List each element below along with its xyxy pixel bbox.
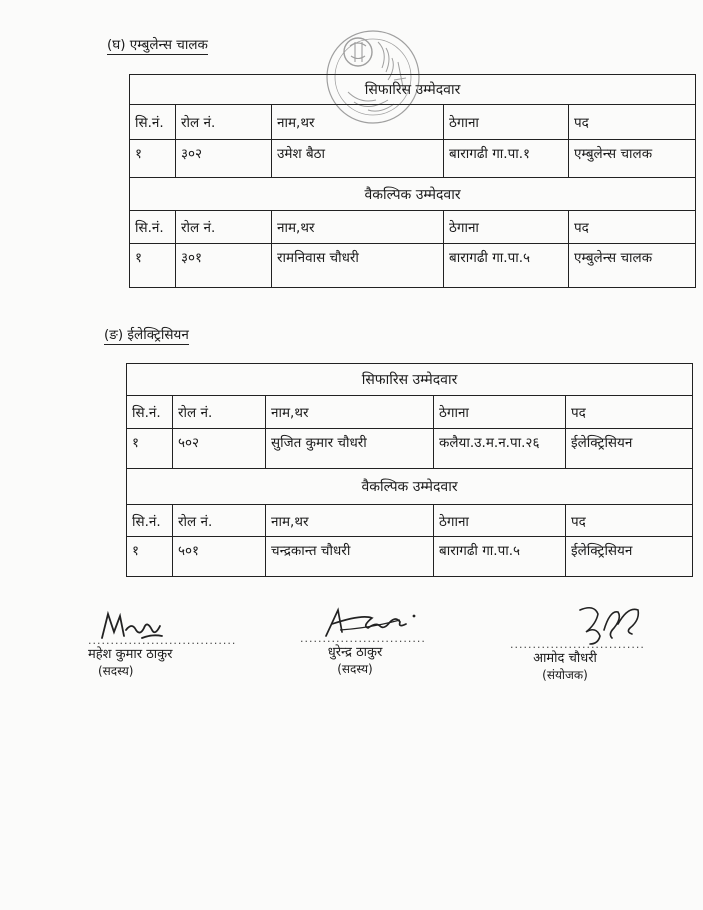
post-cell: ईलेक्ट्रिसियन xyxy=(566,429,693,469)
roll-number-cell: ५०१ xyxy=(173,537,266,577)
post-cell: एम्बुलेन्स चालक xyxy=(569,140,696,178)
name-cell: सुजित कुमार चौधरी xyxy=(266,429,434,469)
address-cell: कलैया.उ.म.न.पा.२६ xyxy=(434,429,566,469)
alternate-candidate-caption: वैकल्पिक उम्मेदवार xyxy=(127,469,693,505)
table-row xyxy=(130,244,696,288)
column-header-post: पद xyxy=(569,105,696,140)
column-header-name: नाम,थर xyxy=(272,211,444,244)
roll-number-cell: ३०२ xyxy=(176,140,272,178)
table-row xyxy=(127,537,693,577)
serial-cell: १ xyxy=(127,429,173,469)
roll-number-cell: ५०२ xyxy=(173,429,266,469)
column-header-serial: सि.नं. xyxy=(130,211,176,244)
column-header-address: ठेगाना xyxy=(444,105,569,140)
serial-cell: १ xyxy=(127,537,173,577)
serial-cell: १ xyxy=(130,244,176,288)
signatory-name: आमोद चौधरी xyxy=(533,651,597,666)
address-cell: बारागढी गा.पा.५ xyxy=(444,244,569,288)
column-header-post: पद xyxy=(569,211,696,244)
column-header-post: पद xyxy=(566,505,693,537)
candidate-table-ambulance-driver xyxy=(129,74,696,288)
post-cell: ईलेक्ट्रिसियन xyxy=(566,537,693,577)
roll-number-cell: ३०१ xyxy=(176,244,272,288)
column-header-address: ठेगाना xyxy=(434,505,566,537)
column-header-address: ठेगाना xyxy=(434,396,566,429)
section-heading-electrician: (ङ) ईलेक्ट्रिसियन xyxy=(104,327,189,343)
signatory-role: (सदस्य) xyxy=(98,664,134,678)
column-header-serial: सि.नं. xyxy=(130,105,176,140)
address-cell: बारागढी गा.पा.५ xyxy=(434,537,566,577)
serial-cell: १ xyxy=(130,140,176,178)
post-cell: एम्बुलेन्स चालक xyxy=(569,244,696,288)
column-header-serial: सि.नं. xyxy=(127,396,173,429)
recommended-candidate-caption: सिफारिस उम्मेदवार xyxy=(130,75,696,105)
table-row xyxy=(127,429,693,469)
signature-line: ............................ xyxy=(300,632,426,645)
recommended-candidate-caption: सिफारिस उम्मेदवार xyxy=(127,364,693,396)
signatory-name: महेश कुमार ठाकुर xyxy=(88,647,173,662)
name-cell: चन्द्रकान्त चौधरी xyxy=(266,537,434,577)
column-header-serial: सि.नं. xyxy=(127,505,173,537)
signature-line: .............................. xyxy=(510,638,645,651)
section-heading-ambulance-driver: (घ) एम्बुलेन्स चालक xyxy=(107,37,208,53)
column-header-name: नाम,थर xyxy=(266,505,434,537)
signatory-name: धुरेन्द्र ठाकुर xyxy=(327,645,383,660)
signatory-role: (संयोजक) xyxy=(542,668,588,682)
alternate-candidate-caption: वैकल्पिक उम्मेदवार xyxy=(130,178,696,211)
column-header-roll-number: रोल नं. xyxy=(173,396,266,429)
column-header-post: पद xyxy=(566,396,693,429)
table-row xyxy=(130,140,696,178)
column-header-roll-number: रोल नं. xyxy=(176,105,272,140)
signatory-block-3 xyxy=(510,638,645,684)
signature-line: ................................. xyxy=(88,634,237,647)
name-cell: रामनिवास चौधरी xyxy=(272,244,444,288)
name-cell: उमेश बैठा xyxy=(272,140,444,178)
candidate-table-electrician xyxy=(126,363,693,577)
address-cell: बारागढी गा.पा.१ xyxy=(444,140,569,178)
column-header-name: नाम,थर xyxy=(266,396,434,429)
column-header-name: नाम,थर xyxy=(272,105,444,140)
column-header-roll-number: रोल नं. xyxy=(173,505,266,537)
signatory-block-1 xyxy=(88,634,237,680)
signatory-block-2 xyxy=(300,632,426,678)
column-header-address: ठेगाना xyxy=(444,211,569,244)
signatory-role: (सदस्य) xyxy=(337,662,373,676)
column-header-roll-number: रोल नं. xyxy=(176,211,272,244)
